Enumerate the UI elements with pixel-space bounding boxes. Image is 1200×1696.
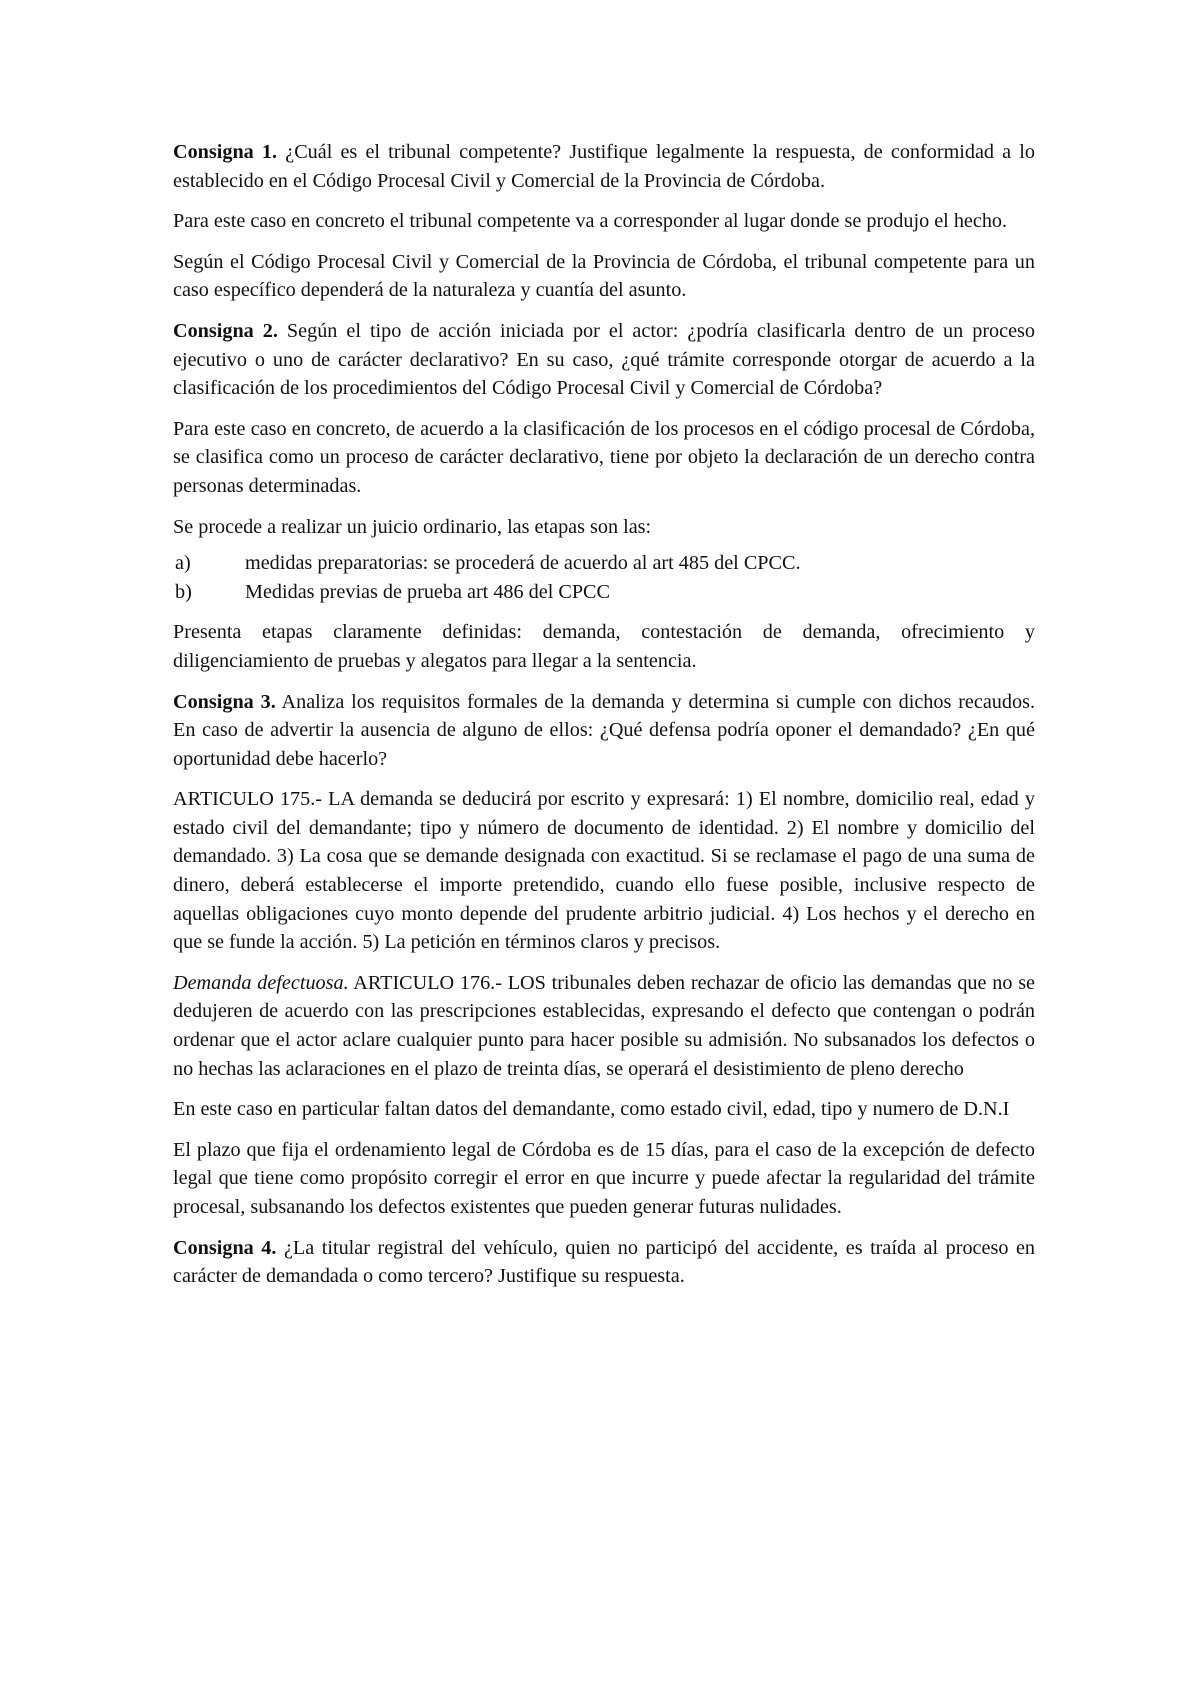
consigna-1-question-text: ¿Cuál es el tribunal competente? Justifique legalmente la respuesta, de conformidad a lo establecido en el Código Procesal Civil y Comercial de la Provincia de Córdoba. (173, 141, 1035, 192)
consigna-4-question-text: ¿La titular registral del vehículo, quien no participó del accidente, es traída al proceso en carácter de demandada o como tercero? Justifique su respuesta. (173, 1236, 1035, 1288)
list-item-text: medidas preparatorias: se procederá de acuerdo al art 485 del CPCC. (245, 552, 801, 575)
consigna-3-answer-2: El plazo que fija el ordenamiento legal de Córdoba es de 15 días, para el caso de la excepción de defecto legal que tiene como propósito corregir el error en que incurre y puede afectar la regularidad del trámite procesal, subsanando los defectos existentes que pueden generar futuras nulidades. (173, 1138, 1035, 1218)
consigna-2-answer-1: Para este caso en concreto, de acuerdo a la clasificación de los procesos en el código procesal de Córdoba, se clasifica como un proceso de carácter declarativo, tiene por objeto la declaración de un derecho contra personas determinadas. (173, 417, 1035, 497)
articulo-176-title: Demanda defectuosa. (173, 971, 349, 994)
articulo-176-text: ARTICULO 176.- LOS tribunales deben rechazar de oficio las demandas que no se dedujeren de acuerdo con las prescripciones establecidas, expresando el defecto que contengan o podrán ordenar que el actor aclare cualquier punto para hacer posible su admisión. No subsanados los defectos o no hechas las aclaraciones en el plazo de treinta días, se operará el desistimiento de pleno derecho (173, 971, 1036, 1080)
list-item (173, 549, 1035, 578)
consigna-2-question-text: Según el tipo de acción iniciada por el actor: ¿podría clasificarla dentro de un proceso ejecutivo o uno de carácter declarativo? En su caso, ¿qué trámite corresponde otorgar de acuerdo a la clasificación de los procedimientos del Código Procesal Civil y Comercial de Córdoba? (173, 319, 1035, 400)
consigna-1-answer-1: Para este caso en concreto el tribunal competente va a corresponder al lugar donde se produjo el hecho. (173, 210, 1008, 233)
articulo-175: ARTICULO 175.- LA demanda se deducirá por escrito y expresará: 1) El nombre, domicilio real, edad y estado civil del demandante; tipo y número de documento de identidad. 2) El nombre y domicilio del demandado. 3) La cosa que se demande designada con exactitud. Si se reclamase el pago de una suma de dinero, deberá establecerse el importe pretendido, cuando ello fuese posible, inclusive respecto de aquellas obligaciones cuyo monto depende del prudente arbitrio judicial. 4) Los hechos y el derecho en que se funde la acción. 5) La petición en términos claros y precisos. (173, 788, 1035, 954)
consigna-3-question-text: Analiza los requisitos formales de la demanda y determina si cumple con dichos recaudos. En caso de advertir la ausencia de alguno de ellos: ¿Qué defensa podría oponer el demandado? ¿En qué oportunidad debe hacerlo? (173, 690, 1035, 770)
consigna-3-question (173, 688, 1035, 774)
list-marker: b) (175, 580, 192, 603)
document-page (173, 138, 1035, 1303)
consigna-4-question (173, 1234, 1035, 1291)
list-marker: a) (175, 552, 191, 575)
consigna-2-answer-3: Presenta etapas claramente definidas: demanda, contestación de demanda, ofrecimiento y diligenciamiento de pruebas y alegatos para llegar a la sentencia. (173, 621, 1035, 672)
articulo-176 (173, 969, 1035, 1083)
consigna-2-answer-2: Se procede a realizar un juicio ordinario, las etapas son las: (173, 515, 652, 538)
consigna-4-label: Consigna 4. (173, 1236, 277, 1259)
consigna-3-answer-1: En este caso en particular faltan datos del demandante, como estado civil, edad, tipo y numero de D.N.I (173, 1098, 1010, 1121)
etapas-list (173, 549, 1035, 606)
list-item-text: Medidas previas de prueba art 486 del CPCC (245, 580, 610, 603)
consigna-1-answer-2: Según el Código Procesal Civil y Comercial de la Provincia de Córdoba, el tribunal competente para un caso específico dependerá de la naturaleza y cuantía del asunto. (173, 250, 1035, 302)
consigna-1-label: Consigna 1. (173, 141, 278, 163)
consigna-3-label: Consigna 3. (173, 690, 276, 713)
consigna-2-question (173, 317, 1035, 403)
consigna-2-label: Consigna 2. (173, 319, 278, 342)
consigna-1-question (173, 138, 1035, 195)
list-item (173, 578, 1035, 607)
